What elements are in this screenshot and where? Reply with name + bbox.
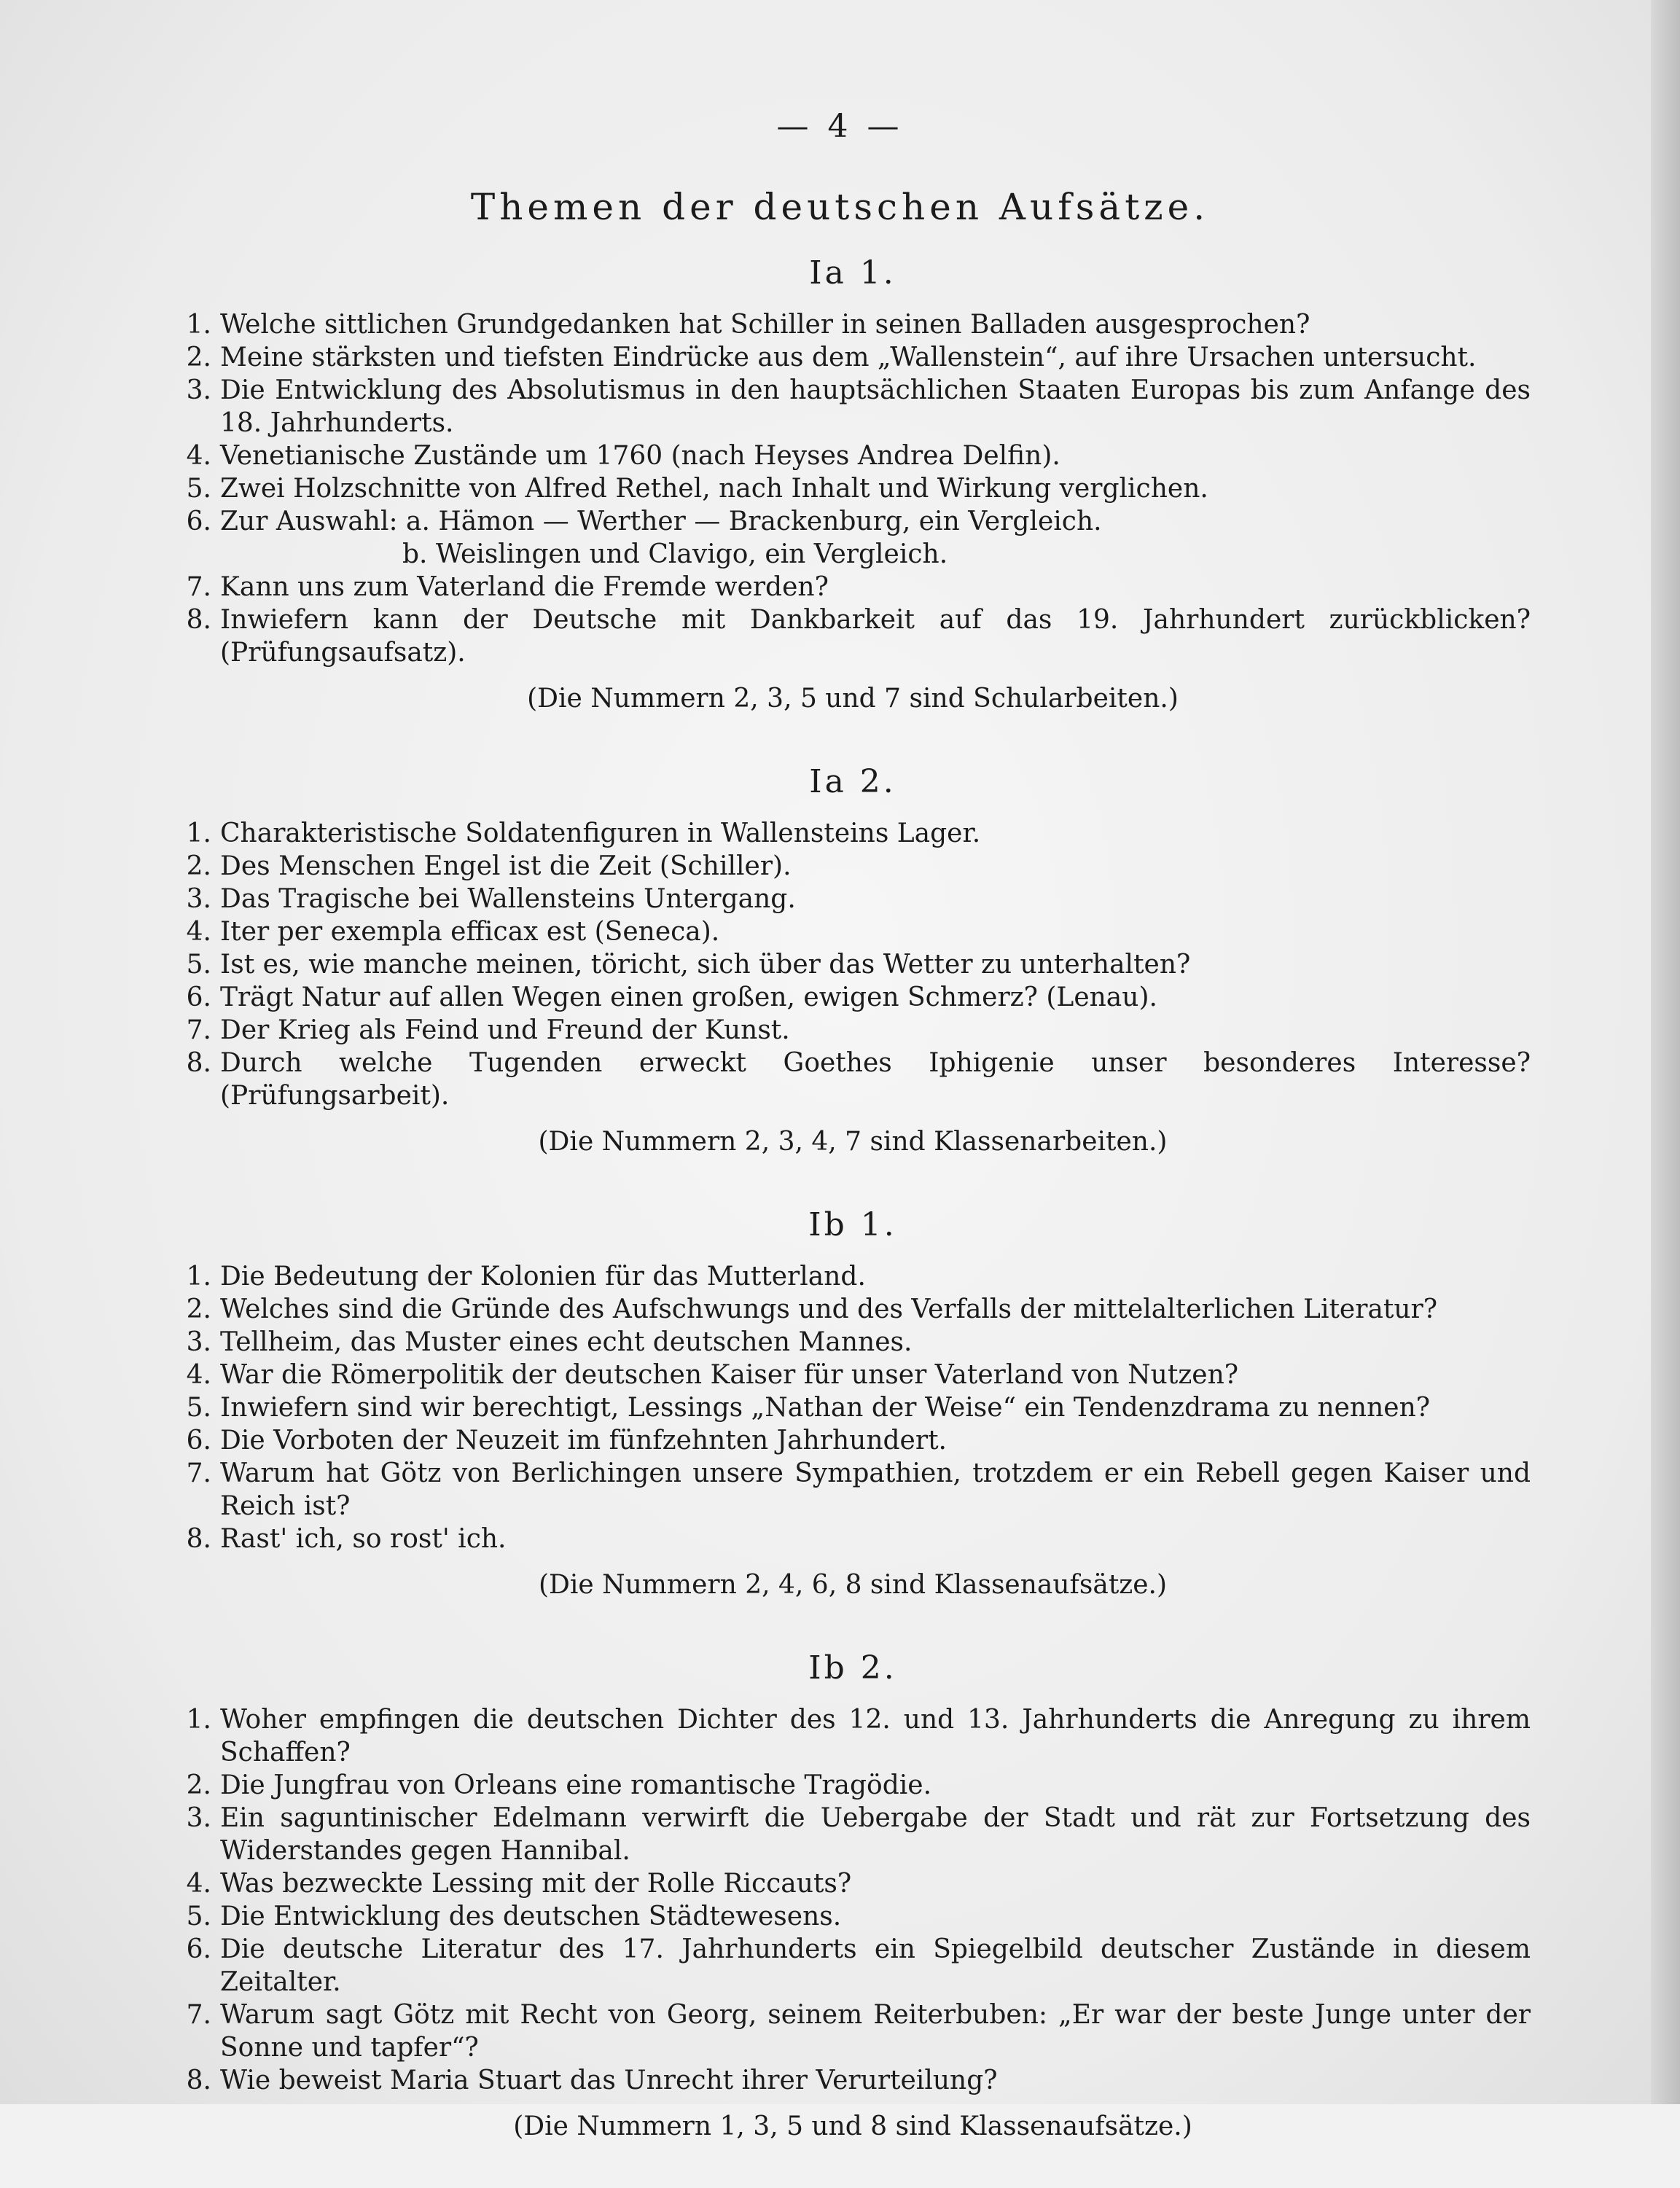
topic-text: Meine stärksten und tiefsten Eindrücke aus dem „Wallenstein“, auf ihre Ursachen untersucht. — [220, 343, 1477, 372]
section-note: (Die Nummern 2, 3, 5 und 7 sind Schularbeiten.) — [527, 684, 1179, 714]
topic-text: Venetianische Zustände um 1760 (nach Heyses Andrea Delfin). — [220, 441, 1060, 471]
topic-text: Inwiefern sind wir berechtigt, Lessings „Nathan der Weise“ ein Tendenzdrama zu nennen? — [220, 1393, 1431, 1423]
topic-item — [175, 1703, 1531, 1769]
topic-item — [175, 1523, 1531, 1555]
topic-item — [175, 1260, 1531, 1293]
topic-number: 1. — [186, 1705, 211, 1735]
topic-text: Ist es, wie manche meinen, töricht, sich über das Wetter zu unterhalten? — [220, 950, 1191, 980]
topic-item — [175, 1933, 1531, 1998]
topic-number: 6. — [186, 1426, 211, 1456]
topic-text: Kann uns zum Vaterland die Fremde werden? — [220, 572, 829, 602]
topic-item — [175, 1900, 1531, 1933]
topic-number: 3. — [186, 1803, 211, 1833]
topic-item — [175, 571, 1531, 603]
topic-number: 7. — [186, 572, 211, 602]
topic-number: 4. — [186, 917, 211, 947]
topic-item — [175, 1424, 1531, 1457]
topic-item — [175, 1802, 1531, 1867]
topic-number: 2. — [186, 1770, 211, 1800]
topic-number: 4. — [186, 441, 211, 471]
topic-number: 5. — [186, 474, 211, 504]
topic-text: Die Jungfrau von Orleans eine romantische Tragödie. — [220, 1770, 932, 1800]
topic-number: 6. — [186, 507, 211, 536]
topic-text: Welches sind die Gründe des Aufschwungs und des Verfalls der mittelalterlichen Literatur? — [220, 1294, 1438, 1324]
section-ib-2 — [175, 1646, 1531, 2143]
topic-number: 7. — [186, 1015, 211, 1045]
section-heading: Ib 2. — [808, 1649, 897, 1687]
topic-item — [175, 883, 1531, 915]
essay-topics-content — [175, 251, 1531, 2188]
topic-text: Trägt Natur auf allen Wegen einen großen, ewigen Schmerz? (Lenau). — [220, 982, 1157, 1012]
topic-text: Der Krieg als Feind und Freund der Kunst. — [220, 1015, 790, 1045]
topic-text: Woher empfingen die deutschen Dichter des 12. und 13. Jahrhunderts die Anregung zu ihrem Schaffen? — [220, 1705, 1531, 1767]
topic-text: Warum hat Götz von Berlichingen unsere Sympathien, trotzdem er ein Rebell gegen Kaiser und Reich ist? — [220, 1458, 1531, 1521]
topic-list — [175, 1703, 1531, 2097]
topic-text: Zwei Holzschnitte von Alfred Rethel, nach Inhalt und Wirkung verglichen. — [220, 474, 1208, 504]
section-note: (Die Nummern 2, 3, 4, 7 sind Klassenarbeiten.) — [538, 1127, 1168, 1157]
topic-text: Welche sittlichen Grundgedanken hat Schiller in seinen Balladen ausgesprochen? — [220, 310, 1310, 340]
section-ia-2 — [175, 760, 1531, 1158]
topic-text: War die Römerpolitik der deutschen Kaiser für unser Vaterland von Nutzen? — [220, 1360, 1239, 1390]
topic-item — [175, 439, 1531, 472]
topic-text: Wie beweist Maria Stuart das Unrecht ihrer Verurteilung? — [220, 2066, 998, 2095]
topic-text: Das Tragische bei Wallensteins Untergang. — [220, 884, 796, 914]
topic-item — [175, 948, 1531, 981]
topic-number: 8. — [186, 605, 211, 635]
topic-number: 1. — [186, 818, 211, 848]
topic-text: Iter per exempla efficax est (Seneca). — [220, 917, 720, 947]
topic-text: Zur Auswahl: a. Hämon — Werther — Brackenburg, ein Vergleich. — [220, 507, 1102, 536]
topic-item — [175, 1391, 1531, 1424]
page-edge-shadow — [1651, 0, 1680, 2104]
topic-number: 5. — [186, 1902, 211, 1931]
topic-number: 1. — [186, 1262, 211, 1292]
topic-number: 1. — [186, 310, 211, 340]
section-heading: Ia 2. — [809, 763, 896, 800]
topic-item — [175, 341, 1531, 374]
topic-item — [175, 308, 1531, 341]
topic-item — [175, 1014, 1531, 1047]
topic-item — [175, 915, 1531, 948]
topic-text: Tellheim, das Muster eines echt deutschen Mannes. — [220, 1327, 913, 1357]
topic-item — [175, 1293, 1531, 1326]
topic-number: 8. — [186, 1048, 211, 1078]
topic-number: 6. — [186, 982, 211, 1012]
page-title: Themen der deutschen Aufsätze. — [470, 186, 1210, 228]
topic-item — [175, 472, 1531, 505]
topic-item — [175, 1998, 1531, 2064]
topic-sub-item: b. Weislingen und Clavigo, ein Vergleich. — [402, 539, 948, 569]
topic-number: 7. — [186, 2000, 211, 2030]
topic-text: Durch welche Tugenden erweckt Goethes Iphigenie unser besonderes Interesse? (Prüfungsarbeit). — [220, 1048, 1531, 1111]
topic-text: Die Vorboten der Neuzeit im fünfzehnten Jahrhundert. — [220, 1426, 947, 1456]
topic-number: 5. — [186, 1393, 211, 1423]
topic-item — [175, 374, 1531, 439]
topic-item — [175, 817, 1531, 850]
topic-item — [175, 1326, 1531, 1359]
topic-number: 2. — [186, 343, 211, 372]
section-note: (Die Nummern 2, 4, 6, 8 sind Klassenaufsätze.) — [538, 1570, 1168, 1600]
topic-list — [175, 817, 1531, 1112]
topic-item — [175, 2064, 1531, 2097]
section-note: (Die Nummern 1, 3, 5 und 8 sind Klassenaufsätze.) — [513, 2111, 1192, 2141]
topic-item — [175, 603, 1531, 669]
section-ia-1 — [175, 251, 1531, 715]
topic-text: Ein saguntinischer Edelmann verwirft die Uebergabe der Stadt und rät zur Fortsetzung des Widerstandes gegen Hannibal. — [220, 1803, 1531, 1866]
topic-item — [175, 1457, 1531, 1523]
topic-item — [175, 505, 1531, 538]
topic-text: Die Entwicklung des deutschen Städtewesens. — [220, 1902, 842, 1931]
topic-text: Die Entwicklung des Absolutismus in den hauptsächlichen Staaten Europas bis zum Anfange des 18. Jahrhunderts. — [220, 375, 1531, 438]
topic-number: 4. — [186, 1360, 211, 1390]
topic-text: Was bezweckte Lessing mit der Rolle Riccauts? — [220, 1869, 852, 1899]
topic-number: 3. — [186, 1327, 211, 1357]
topic-text: Charakteristische Soldatenfiguren in Wallensteins Lager. — [220, 818, 981, 848]
page-number: — 4 — — [776, 108, 904, 145]
section-heading: Ia 1. — [809, 254, 896, 292]
topic-number: 3. — [186, 375, 211, 405]
topic-item — [175, 1047, 1531, 1112]
topic-number: 2. — [186, 1294, 211, 1324]
topic-number: 5. — [186, 950, 211, 980]
topic-number: 3. — [186, 884, 211, 914]
topic-text: Inwiefern kann der Deutsche mit Dankbarkeit auf das 19. Jahrhundert zurückblicken? (Prüfungsaufsatz). — [220, 605, 1531, 668]
section-heading: Ib 1. — [808, 1206, 897, 1243]
topic-text: Des Menschen Engel ist die Zeit (Schiller). — [220, 851, 792, 881]
topic-item — [175, 981, 1531, 1014]
topic-list — [175, 1260, 1531, 1555]
topic-text: Die Bedeutung der Kolonien für das Mutterland. — [220, 1262, 866, 1292]
topic-text: Rast' ich, so rost' ich. — [220, 1524, 507, 1554]
topic-number: 6. — [186, 1934, 211, 1964]
section-ib-1 — [175, 1203, 1531, 1601]
topic-number: 8. — [186, 1524, 211, 1554]
topic-number: 2. — [186, 851, 211, 881]
topic-list — [175, 308, 1531, 669]
topic-item — [175, 1867, 1531, 1900]
topic-number: 4. — [186, 1869, 211, 1899]
topic-text: Die deutsche Literatur des 17. Jahrhunderts ein Spiegelbild deutscher Zustände in diesem Zeitalter. — [220, 1934, 1531, 1997]
topic-item — [175, 1769, 1531, 1802]
topic-item — [175, 850, 1531, 883]
topic-text: Warum sagt Götz mit Recht von Georg, seinem Reiterbuben: „Er war der beste Junge unter der Sonne und tapfer“? — [220, 2000, 1531, 2063]
topic-item — [175, 1359, 1531, 1391]
topic-number: 7. — [186, 1458, 211, 1488]
topic-number: 8. — [186, 2066, 211, 2095]
